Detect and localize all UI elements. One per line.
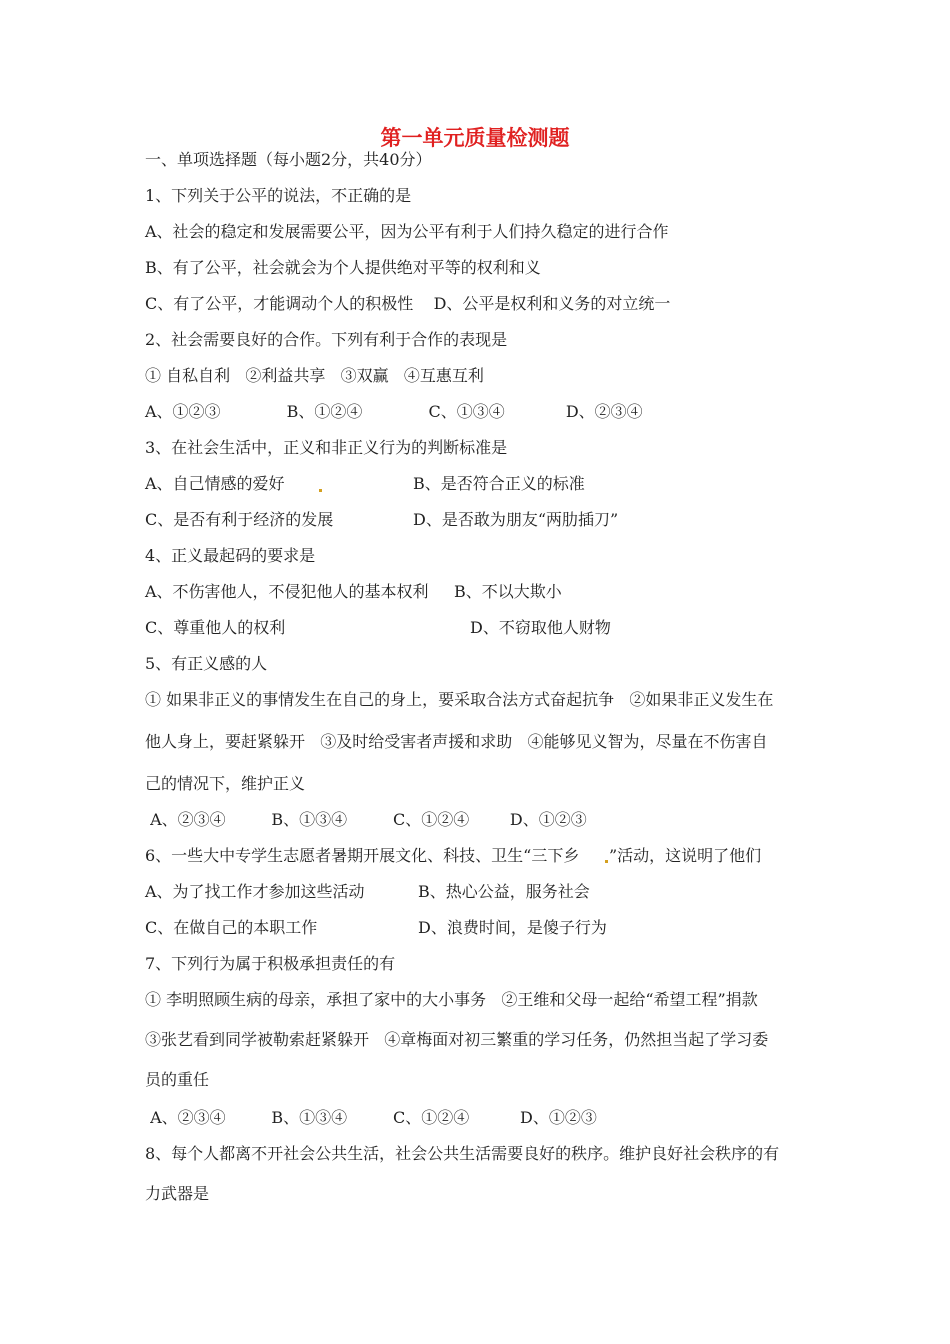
option-3b: B、是否符合正义的标准 <box>413 474 585 493</box>
option-3d: D、是否敢为朋友“两肋插刀” <box>413 510 619 529</box>
question-2: 2、社会需要良好的合作。下列有利于合作的表现是 <box>145 330 508 349</box>
mark-dot <box>605 860 608 863</box>
question-6-part1: 6、一些大中专学生志愿者暑期开展文化、科技、卫生“三下乡 <box>145 846 580 865</box>
option-6a: A、为了找工作才参加这些活动 <box>145 882 365 901</box>
question-6-part2: ”活动，这说明了他们 <box>609 846 762 865</box>
option-4c: C、尊重他人的权利 <box>145 618 286 637</box>
option-1b: B、有了公平，社会就会为个人提供绝对平等的权利和义 <box>145 258 541 277</box>
items-7-line1: ① 李明照顾生病的母亲，承担了家中的大小事务 ②王维和父母一起给“希望工程”捐款 <box>145 990 758 1009</box>
options-5: A、②③④ B、①③④ C、①②④ D、①②③ <box>145 810 587 829</box>
option-1a: A、社会的稳定和发展需要公平，因为公平有利于人们持久稳定的进行合作 <box>145 222 669 241</box>
question-8-line1: 8、每个人都离不开社会公共生活，社会公共生活需要良好的秩序。维护良好社会秩序的有 <box>145 1144 780 1163</box>
page-title: 第一单元质量检测题 <box>380 126 570 150</box>
option-6c: C、在做自己的本职工作 <box>145 918 318 937</box>
option-4d: D、不窃取他人财物 <box>470 618 611 637</box>
items-7-line2: ③张艺看到同学被勒索赶紧躲开 ④章梅面对初三繁重的学习任务，仍然担当起了学习委 <box>145 1030 769 1049</box>
mark-dot <box>319 489 322 492</box>
items-7-line3: 员的重任 <box>145 1070 210 1089</box>
question-5: 5、有正义感的人 <box>145 654 268 673</box>
items-5-line1: ① 如果非正义的事情发生在自己的身上，要采取合法方式奋起抗争 ②如果非正义发生在 <box>145 690 774 709</box>
items-5-line2: 他人身上，要赶紧躲开 ③及时给受害者声援和求助 ④能够见义智为，尽量在不伤害自 <box>145 732 768 751</box>
options-2: A、①②③ B、①②④ C、①③④ D、②③④ <box>145 402 643 421</box>
option-3c: C、是否有利于经济的发展 <box>145 510 334 529</box>
items-5-line3: 己的情况下，维护正义 <box>145 774 306 793</box>
option-6d: D、浪费时间，是傻子行为 <box>418 918 607 937</box>
question-8-line2: 力武器是 <box>145 1184 210 1203</box>
question-3: 3、在社会生活中，正义和非正义行为的判断标准是 <box>145 438 508 457</box>
section-heading: 一、单项选择题（每小题2分，共40分） <box>145 150 432 169</box>
option-3a: A、自己情感的爱好 <box>145 474 285 493</box>
option-1cd: C、有了公平，才能调动个人的积极性 D、公平是权利和义务的对立统一 <box>145 294 671 313</box>
question-4: 4、正义最起码的要求是 <box>145 546 316 565</box>
question-1: 1、下列关于公平的说法，不正确的是 <box>145 186 412 205</box>
option-6b: B、热心公益，服务社会 <box>418 882 590 901</box>
question-7: 7、下列行为属于积极承担责任的有 <box>145 954 396 973</box>
options-7: A、②③④ B、①③④ C、①②④ D、①②③ <box>145 1108 597 1127</box>
items-2: ① 自私自利 ②利益共享 ③双赢 ④互惠互利 <box>145 366 484 385</box>
option-4ab: A、不伤害他人，不侵犯他人的基本权利 B、不以大欺小 <box>145 582 562 601</box>
